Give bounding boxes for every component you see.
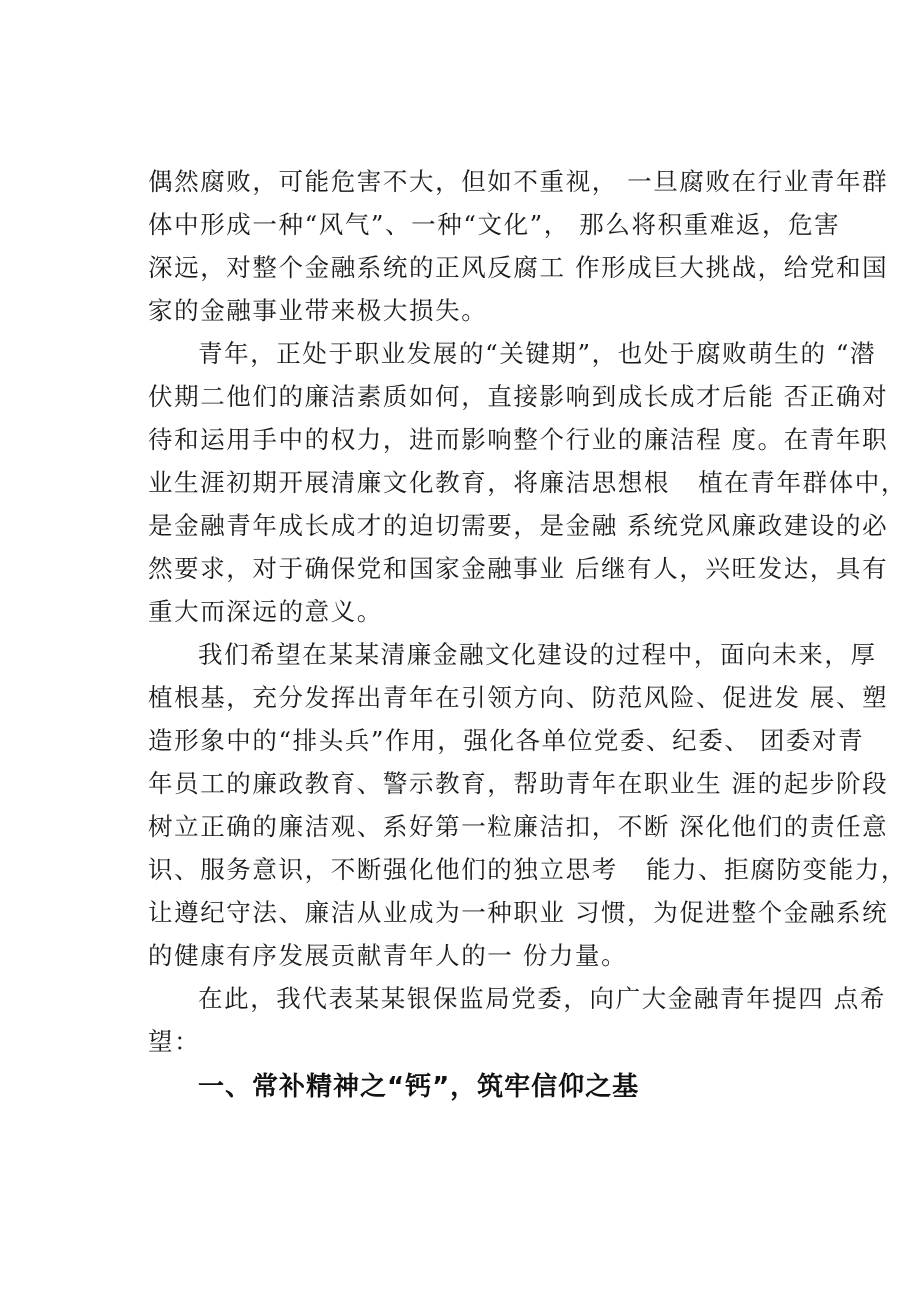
paragraph-1-line-2: 体中形成一种“风气”、一种“文化”， 那么将积重难返，危害 bbox=[148, 210, 841, 239]
paragraph-3-line-4: 年员工的廉政教育、警示教育，帮助青年在职业生 涯的起步阶段 bbox=[148, 769, 889, 798]
paragraph-3-line-7: 让遵纪守法、廉洁从业成为一种职业 习惯，为促进整个金融系统 bbox=[148, 898, 889, 927]
paragraph-3-line-2: 植根基，充分发挥出青年在引领方向、防范风险、促进发 展、塑 bbox=[148, 683, 889, 712]
paragraph-2-line-2: 伏期二他们的廉洁素质如何，直接影响到成长成才后能 否正确对 bbox=[148, 382, 889, 411]
paragraph-2-line-1: 青年，正处于职业发展的“关键期”，也处于腐败萌生的 “潜 bbox=[198, 339, 877, 368]
paragraph-2-line-6: 然要求，对于确保党和国家金融事业 后继有人，兴旺发达，具有 bbox=[148, 554, 889, 583]
paragraph-3-line-3: 造形象中的“排头兵”作用，强化各单位党委、纪委、 团委对青 bbox=[148, 726, 865, 755]
paragraph-4-line-1: 在此，我代表某某银保监局党委，向广大金融青年提四 点希 bbox=[198, 984, 886, 1013]
paragraph-3-line-8: 的健康有序发展贡献青年人的一 份力量。 bbox=[148, 941, 628, 970]
paragraph-1-line-4: 家的金融事业带来极大损失。 bbox=[148, 296, 488, 325]
paragraph-2-line-3: 待和运用手中的权力，进而影响整个行业的廉洁程 度。在青年职 bbox=[148, 425, 889, 454]
paragraph-1-line-1: 偶然腐败，可能危害不大，但如不重视， 一旦腐败在行业青年群 bbox=[148, 167, 889, 196]
paragraph-2-line-5: 是金融青年成长成才的迫切需要，是金融 系统党风廉政建设的必 bbox=[148, 511, 889, 540]
paragraph-4-line-2: 望： bbox=[148, 1027, 201, 1056]
paragraph-3-line-5: 树立正确的廉洁观、系好第一粒廉洁扣，不断 深化他们的责任意 bbox=[148, 812, 889, 841]
paragraph-3-line-1: 我们希望在某某清廉金融文化建设的过程中，面向未来，厚 bbox=[198, 640, 877, 669]
paragraph-2-line-7: 重大而深远的意义。 bbox=[148, 597, 383, 626]
section-heading: 一、常补精神之“钙”，筑牢信仰之基 bbox=[198, 1072, 640, 1102]
paragraph-3-line-6: 识、服务意识，不断强化他们的独立思考 能力、拒腐防变能力， bbox=[148, 855, 907, 884]
paragraph-1-line-3: 深远，对整个金融系统的正风反腐工 作形成巨大挑战，给党和国 bbox=[148, 253, 889, 282]
paragraph-2-line-4: 业生涯初期开展清廉文化教育，将廉洁思想根 植在青年群体中， bbox=[148, 468, 907, 497]
